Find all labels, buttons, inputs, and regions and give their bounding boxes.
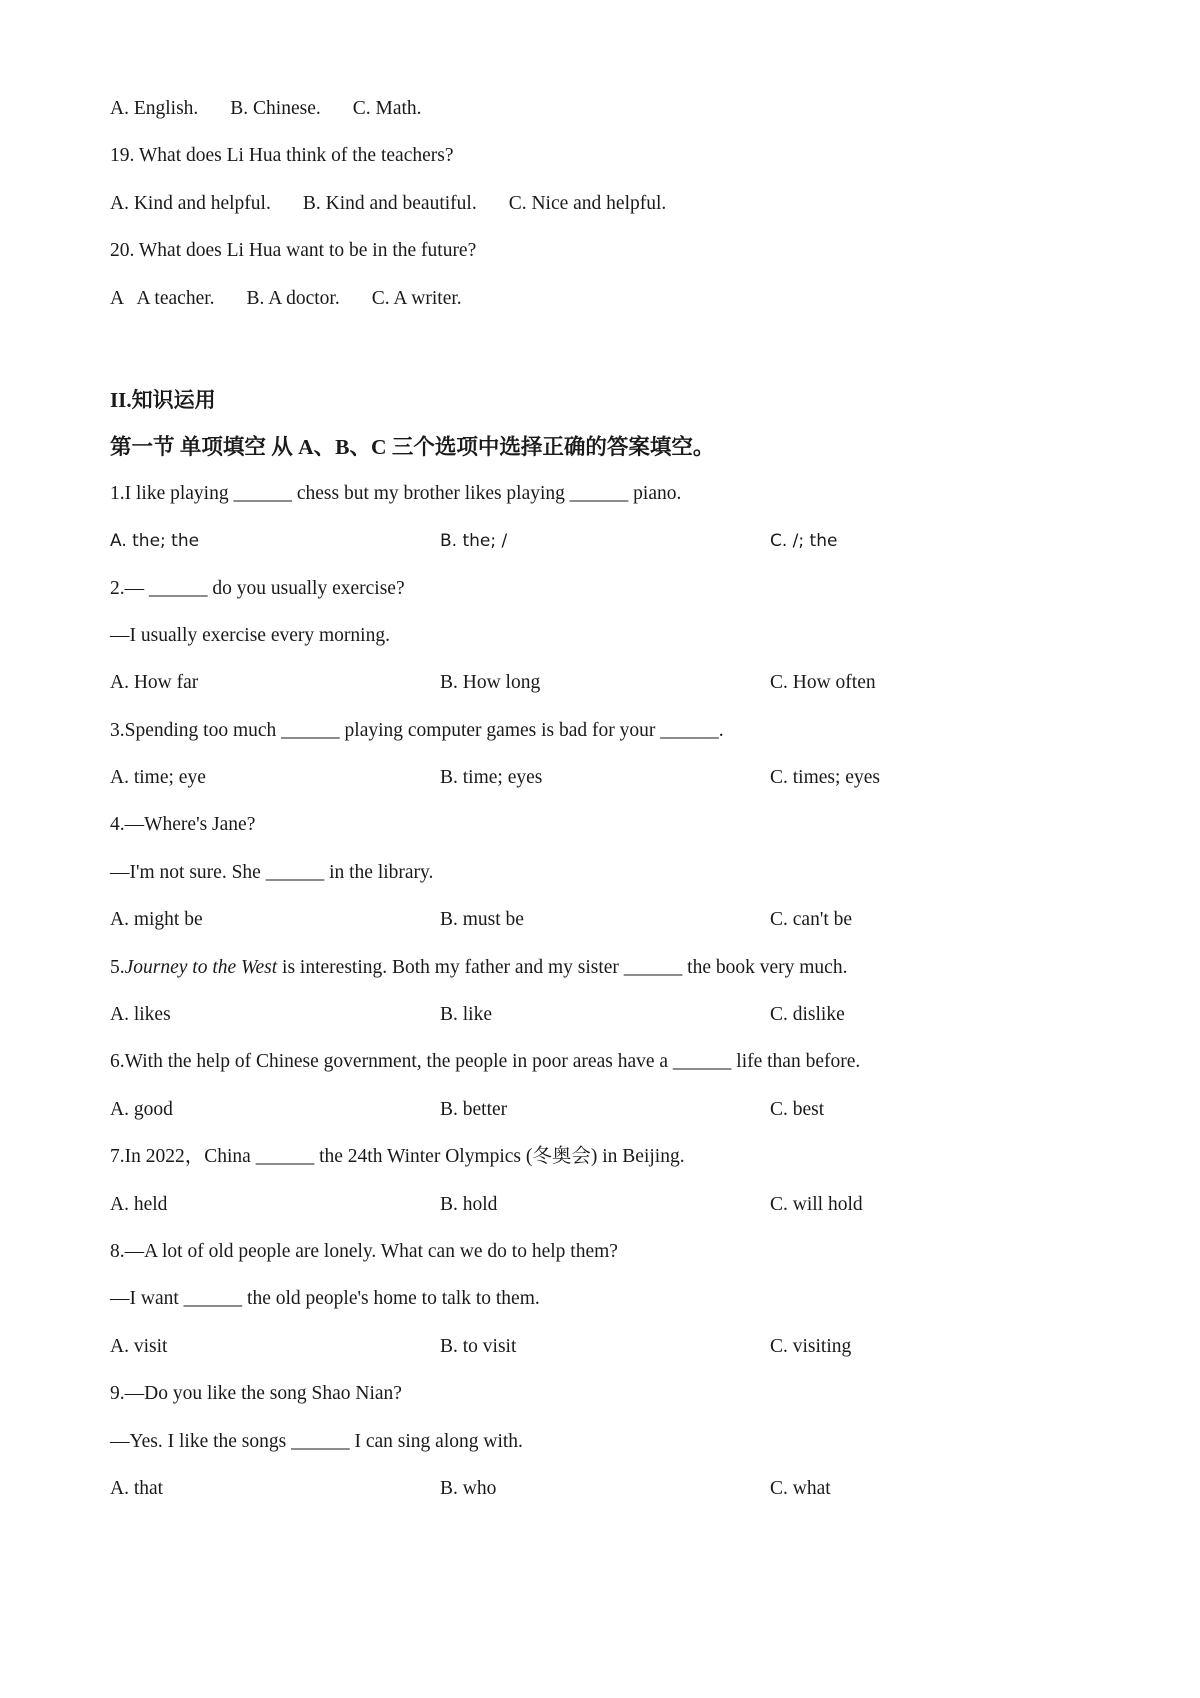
option-b: B. better	[440, 1098, 508, 1120]
option-a: A. English.	[110, 98, 199, 119]
option-b: B. must be	[440, 909, 524, 931]
option-a: A A teacher.	[110, 287, 215, 309]
question-9-options	[110, 1477, 1110, 1501]
option-b: B. Chinese.	[230, 98, 321, 119]
option-c: C. /; the	[770, 531, 838, 552]
option-c: C. Nice and helpful.	[508, 192, 667, 214]
option-b: B. the; /	[440, 531, 508, 552]
question-8-options	[110, 1335, 1110, 1359]
question-4-stem: 4.—Where's Jane?	[110, 814, 256, 836]
question-3-options	[110, 766, 1110, 790]
option-a: A. Kind and helpful.	[110, 192, 271, 214]
option-b: B. A doctor.	[246, 287, 340, 309]
question-5-options	[110, 1003, 1110, 1027]
option-c: C. dislike	[770, 1004, 845, 1026]
option-a: A. likes	[110, 1004, 171, 1026]
option-c: C. times; eyes	[770, 767, 880, 789]
q19-options	[110, 192, 1110, 216]
option-a: A. How far	[110, 672, 199, 694]
question-2-stem: 2.— ______ do you usually exercise?	[110, 577, 405, 599]
question-3-stem: 3.Spending too much ______ playing computer games is bad for your ______.	[110, 719, 724, 741]
question-4-options	[110, 908, 1110, 932]
option-a: A. visit	[110, 1335, 168, 1357]
option-b: B. time; eyes	[440, 767, 543, 789]
question-20-stem: 20. What does Li Hua want to be in the future?	[110, 240, 477, 262]
option-b: B. who	[440, 1477, 497, 1499]
book-title: Journey to the West	[124, 956, 278, 978]
question-19-stem: 19. What does Li Hua think of the teachers?	[110, 145, 454, 167]
question-9-reply: —Yes. I like the songs ______ I can sing along with.	[110, 1430, 523, 1452]
option-b: B. to visit	[440, 1335, 517, 1357]
option-c: C. will hold	[770, 1193, 863, 1215]
question-2-reply: —I usually exercise every morning.	[110, 624, 390, 646]
question-4-reply: —I'm not sure. She ______ in the library.	[110, 861, 434, 883]
option-c: C. Math.	[352, 98, 422, 119]
option-a: A. time; eye	[110, 767, 206, 789]
question-7-stem: 7.In 2022，China ______ the 24th Winter Olympics (冬奥会) in Beijing.	[110, 1146, 685, 1168]
question-2-options	[110, 671, 1110, 695]
option-c: C. what	[770, 1477, 831, 1499]
option-c: C. visiting	[770, 1335, 852, 1357]
option-c: C. How often	[770, 672, 876, 694]
option-a: A. the; the	[110, 531, 200, 552]
option-a: A. good	[110, 1098, 173, 1120]
section-subtitle: 第一节 单项填空 从 A、B、C 三个选项中选择正确的答案填空。	[110, 435, 715, 460]
stem-text: is interesting. Both my father and my sister ______ the book very much.	[277, 956, 848, 978]
option-a: A. might be	[110, 909, 203, 931]
question-1-stem: 1.I like playing ______ chess but my brother likes playing ______ piano.	[110, 482, 682, 504]
option-a: A. that	[110, 1477, 164, 1499]
stem-number: 5.	[110, 956, 125, 978]
option-c: C. A writer.	[371, 287, 462, 309]
option-c: C. best	[770, 1098, 825, 1120]
exam-page	[110, 97, 1110, 1524]
question-1-options	[110, 529, 1110, 553]
q20-options	[110, 287, 1110, 311]
question-6-stem: 6.With the help of Chinese government, the people in poor areas have a ______ life than before.	[110, 1051, 861, 1073]
option-b: B. hold	[440, 1193, 498, 1215]
section-title: II.知识运用	[110, 387, 216, 412]
question-7-options	[110, 1193, 1110, 1217]
option-c: C. can't be	[770, 909, 853, 931]
question-8-reply: —I want ______ the old people's home to talk to them.	[110, 1288, 540, 1310]
option-b: B. How long	[440, 672, 541, 694]
option-b: B. Kind and beautiful.	[302, 192, 477, 214]
question-5-stem	[110, 956, 1110, 980]
q18-options	[110, 97, 1110, 121]
section-spacer	[110, 334, 1110, 387]
option-a: A. held	[110, 1193, 168, 1215]
question-9-stem: 9.—Do you like the song Shao Nian?	[110, 1383, 402, 1405]
question-6-options	[110, 1098, 1110, 1122]
option-b: B. like	[440, 1004, 492, 1026]
question-8-stem: 8.—A lot of old people are lonely. What can we do to help them?	[110, 1240, 618, 1262]
